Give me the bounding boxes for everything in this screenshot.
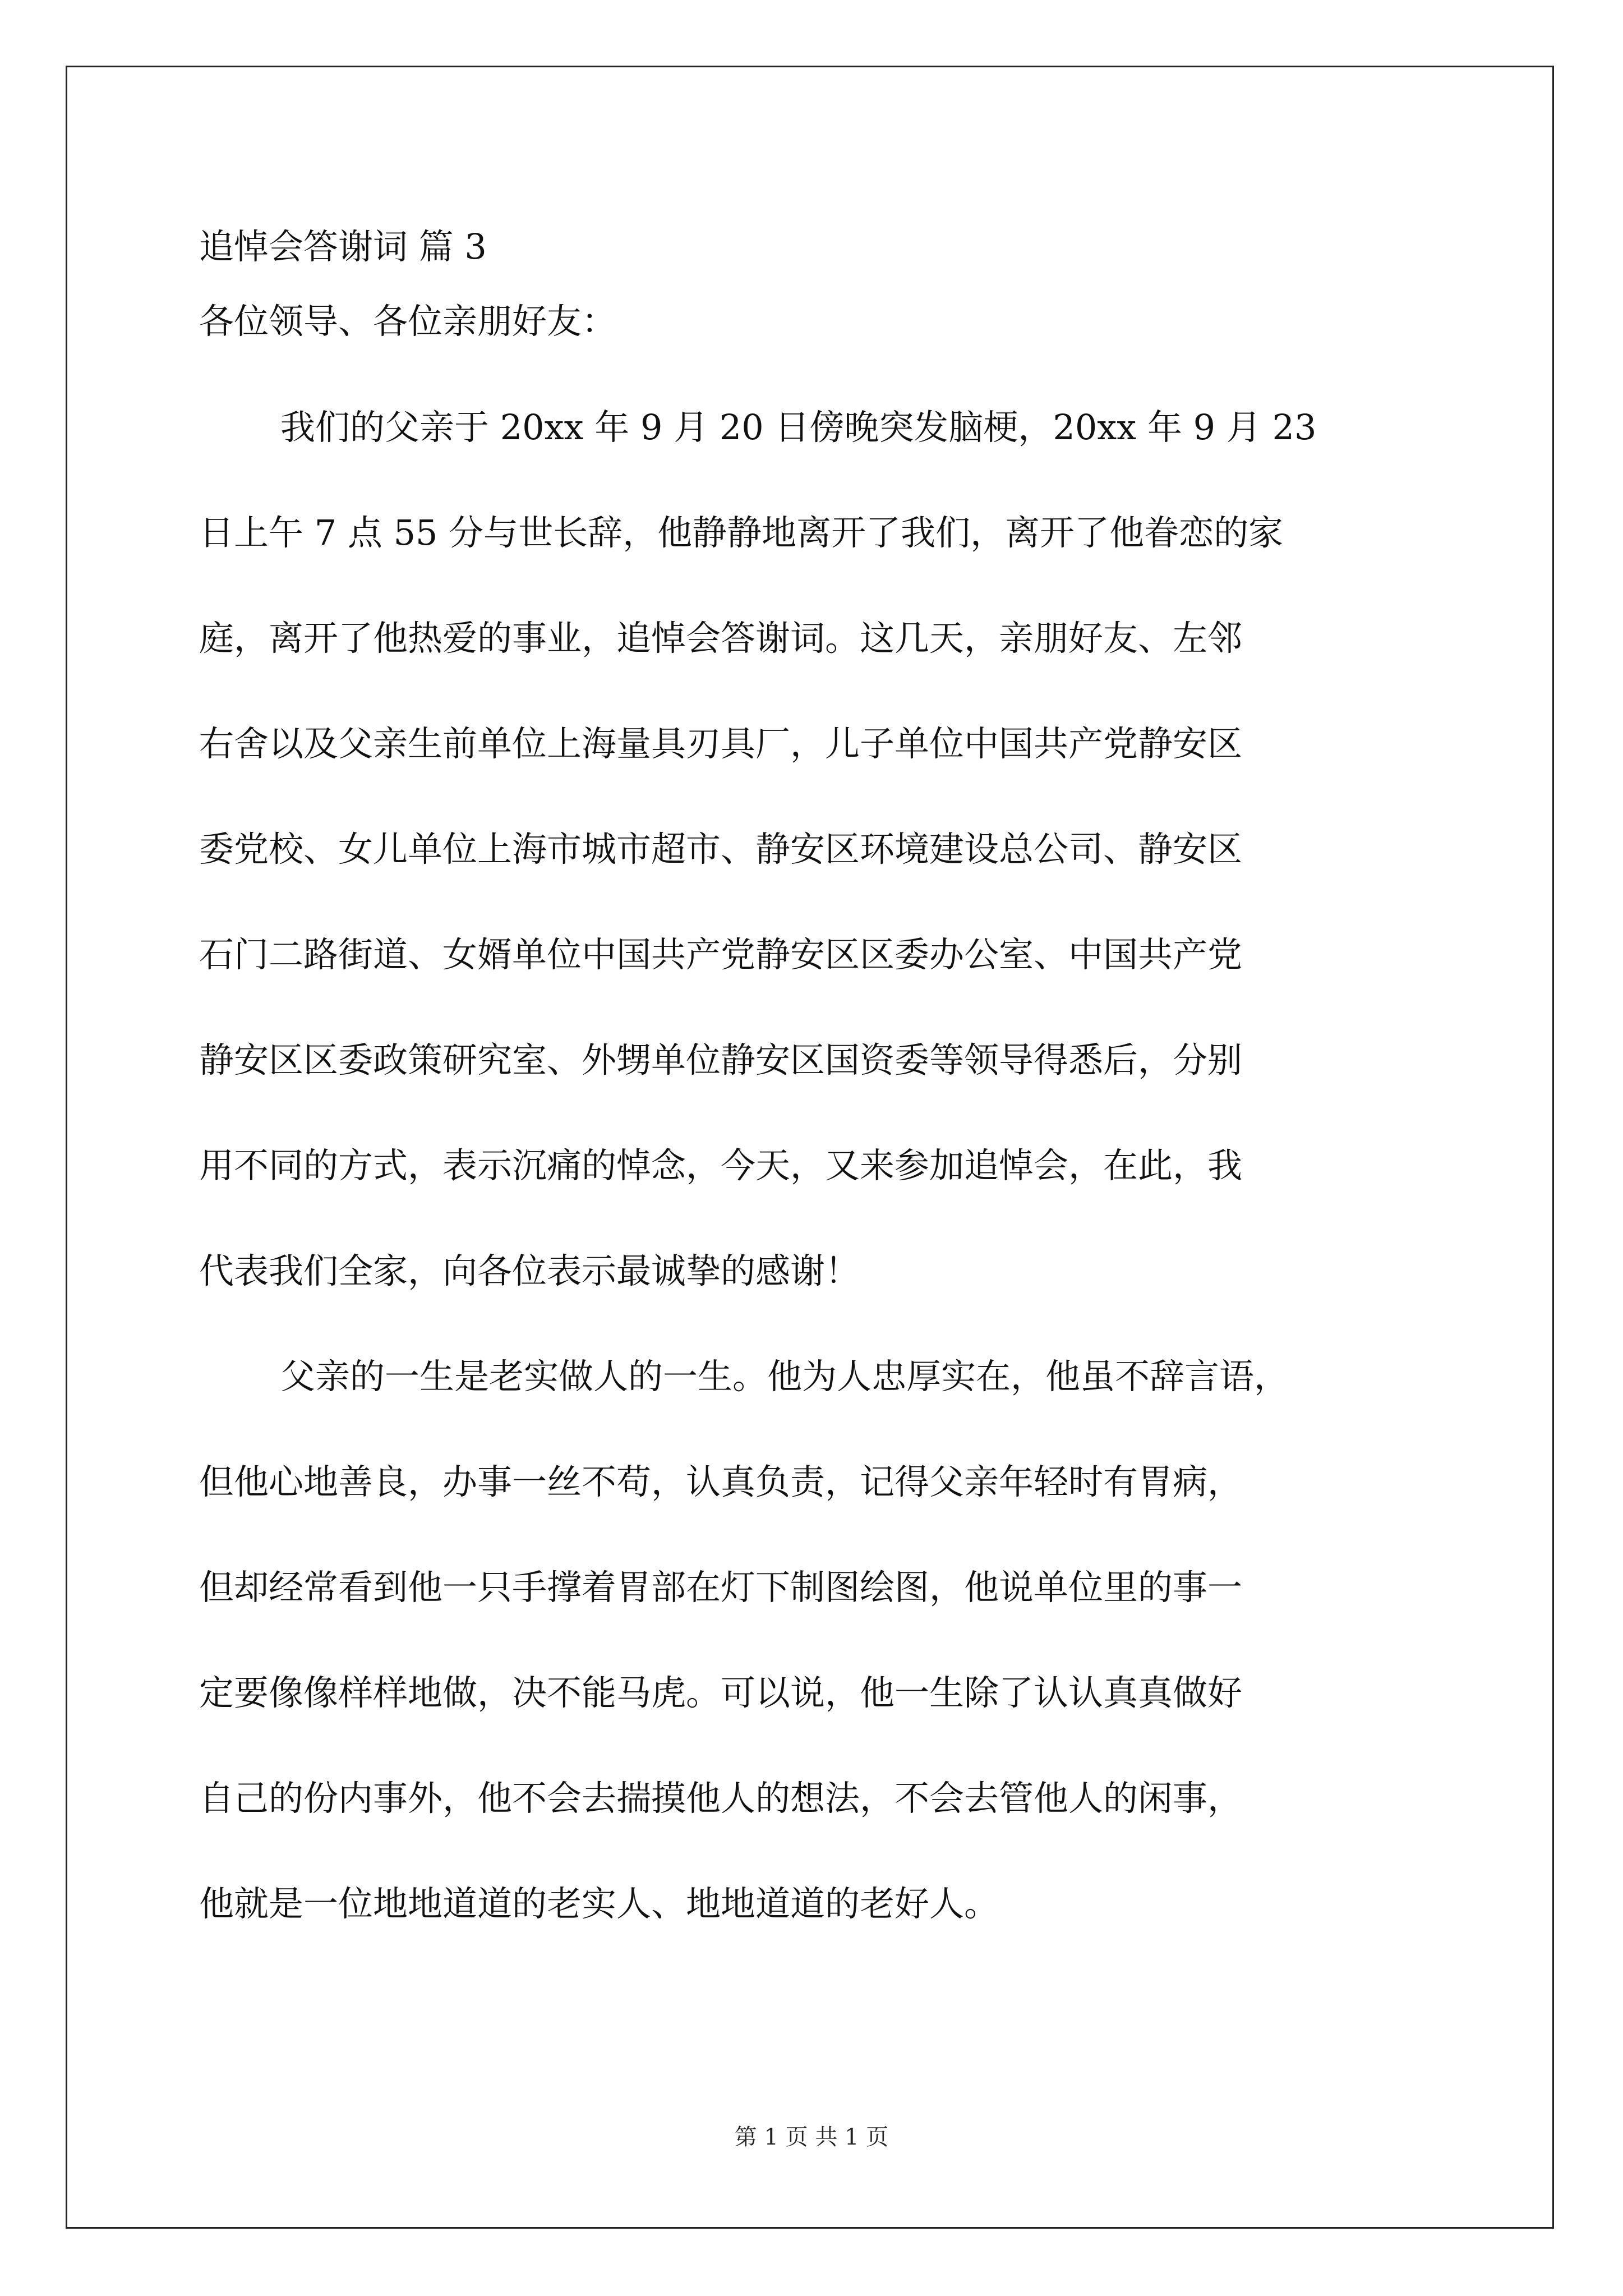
document-heading: 追悼会答谢词 篇 3: [199, 226, 487, 267]
paragraph-1-line: 委党校、女儿单位上海市城市超市、静安区环境建设总公司、静安区: [199, 829, 1243, 869]
paragraph-1-line: 用不同的方式，表示沉痛的悼念，今天，又来参加追悼会，在此，我: [199, 1145, 1243, 1186]
paragraph-2-line: 但他心地善良，办事一丝不苟，认真负责，记得父亲年轻时有胃病，: [199, 1461, 1243, 1502]
paragraph-1-line: 代表我们全家，向各位表示最诚挚的感谢！: [199, 1250, 860, 1291]
paragraph-1-line: 右舍以及父亲生前单位上海量具刃具厂，儿子单位中国共产党静安区: [199, 723, 1243, 764]
paragraph-1-line: 石门二路街道、女婿单位中国共产党静安区区委办公室、中国共产党: [199, 934, 1243, 975]
salutation: 各位领导、各位亲朋好友：: [199, 301, 617, 342]
paragraph-2-line: 父亲的一生是老实做人的一生。他为人忠厚实在，他虽不辞言语，: [280, 1356, 1289, 1397]
paragraph-1-line: 日上午 7 点 55 分与世长辞，他静静地离开了我们，离开了他眷恋的家: [199, 512, 1284, 553]
paragraph-1-line: 我们的父亲于 20xx 年 9 月 20 日傍晚突发脑梗，20xx 年 9 月 23: [280, 407, 1317, 448]
paragraph-2-line: 他就是一位地地道道的老实人、地地道道的老好人。: [199, 1883, 999, 1924]
paragraph-2-line: 但却经常看到他一只手撑着胃部在灯下制图绘图，他说单位里的事一: [199, 1567, 1243, 1608]
paragraph-1-line: 静安区区委政策研究室、外甥单位静安区国资委等领导得悉后，分别: [199, 1039, 1243, 1080]
page-footer: 第 1 页 共 1 页: [734, 2124, 889, 2150]
paragraph-2-line: 自己的份内事外，他不会去揣摸他人的想法，不会去管他人的闲事，: [199, 1778, 1243, 1819]
paragraph-1-line: 庭，离开了他热爱的事业，追悼会答谢词。这几天，亲朋好友、左邻: [199, 618, 1243, 659]
paragraph-2-line: 定要像像样样地做，决不能马虎。可以说，他一生除了认认真真做好: [199, 1672, 1243, 1713]
